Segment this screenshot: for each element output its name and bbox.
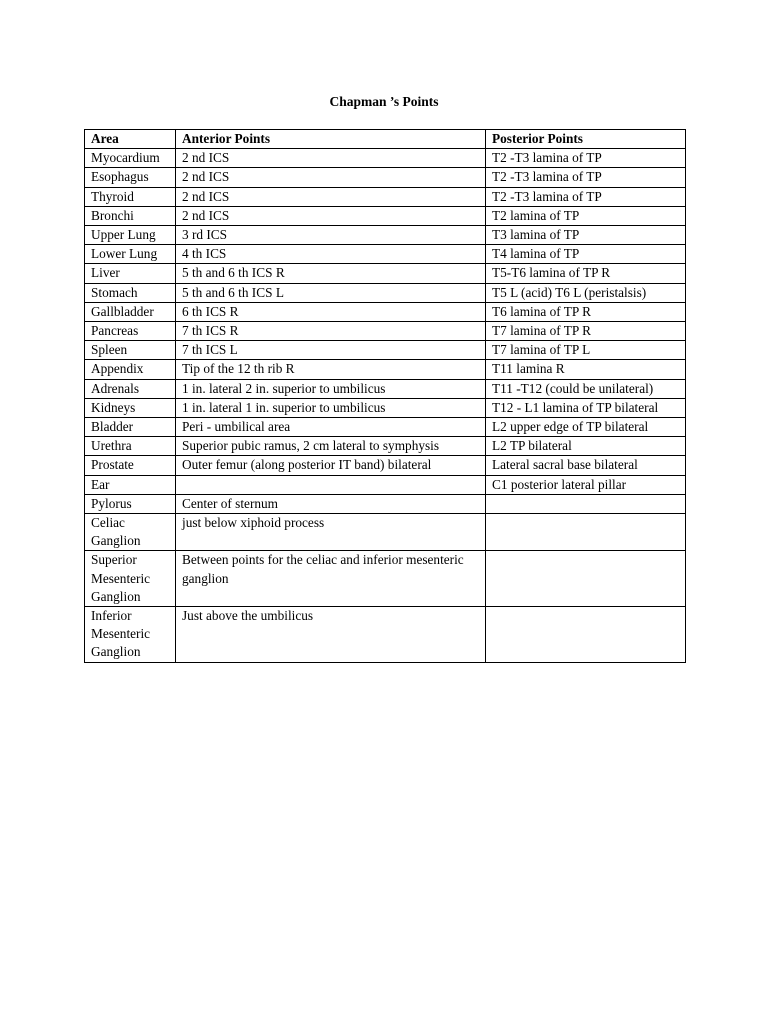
posterior-cell: T5 L (acid) T6 L (peristalsis) xyxy=(486,283,686,302)
area-cell: Superior Mesenteric Ganglion xyxy=(85,551,176,607)
table-row xyxy=(85,607,686,663)
posterior-cell: C1 posterior lateral pillar xyxy=(486,475,686,494)
anterior-cell: 7 th ICS L xyxy=(176,341,486,360)
table-row xyxy=(85,398,686,417)
column-header-anterior: Anterior Points xyxy=(176,130,486,149)
table-row xyxy=(85,302,686,321)
anterior-cell xyxy=(176,475,486,494)
area-cell: Celiac Ganglion xyxy=(85,514,176,551)
posterior-cell xyxy=(486,607,686,663)
table-row xyxy=(85,206,686,225)
area-cell: Bronchi xyxy=(85,206,176,225)
table-header-row xyxy=(85,130,686,149)
table-row xyxy=(85,418,686,437)
posterior-cell: L2 upper edge of TP bilateral xyxy=(486,418,686,437)
posterior-cell: T2 lamina of TP xyxy=(486,206,686,225)
column-header-posterior: Posterior Points xyxy=(486,130,686,149)
area-cell: Bladder xyxy=(85,418,176,437)
posterior-cell: T6 lamina of TP R xyxy=(486,302,686,321)
area-cell: Spleen xyxy=(85,341,176,360)
table-row xyxy=(85,187,686,206)
area-cell: Ear xyxy=(85,475,176,494)
table-row xyxy=(85,551,686,607)
anterior-cell: 6 th ICS R xyxy=(176,302,486,321)
table-row xyxy=(85,149,686,168)
posterior-cell: Lateral sacral base bilateral xyxy=(486,456,686,475)
anterior-cell: Center of sternum xyxy=(176,494,486,513)
area-cell: Myocardium xyxy=(85,149,176,168)
anterior-cell: Superior pubic ramus, 2 cm lateral to symphysis xyxy=(176,437,486,456)
chapman-points-table xyxy=(84,129,686,663)
area-cell: Pancreas xyxy=(85,322,176,341)
posterior-cell: T3 lamina of TP xyxy=(486,226,686,245)
anterior-cell: 5 th and 6 th ICS L xyxy=(176,283,486,302)
table-row xyxy=(85,341,686,360)
table-row xyxy=(85,494,686,513)
area-cell: Liver xyxy=(85,264,176,283)
table-row xyxy=(85,168,686,187)
area-cell: Lower Lung xyxy=(85,245,176,264)
anterior-cell: just below xiphoid process xyxy=(176,514,486,551)
posterior-cell: T7 lamina of TP L xyxy=(486,341,686,360)
table-row xyxy=(85,360,686,379)
area-cell: Pylorus xyxy=(85,494,176,513)
area-cell: Upper Lung xyxy=(85,226,176,245)
area-cell: Inferior Mesenteric Ganglion xyxy=(85,607,176,663)
column-header-area: Area xyxy=(85,130,176,149)
table-row xyxy=(85,264,686,283)
anterior-cell: Peri - umbilical area xyxy=(176,418,486,437)
area-cell: Esophagus xyxy=(85,168,176,187)
posterior-cell xyxy=(486,551,686,607)
posterior-cell xyxy=(486,494,686,513)
anterior-cell: Between points for the celiac and inferior mesenteric ganglion xyxy=(176,551,486,607)
anterior-cell: 2 nd ICS xyxy=(176,149,486,168)
table-row xyxy=(85,475,686,494)
table-row xyxy=(85,245,686,264)
posterior-cell: T12 - L1 lamina of TP bilateral xyxy=(486,398,686,417)
area-cell: Kidneys xyxy=(85,398,176,417)
table-row xyxy=(85,283,686,302)
posterior-cell: T7 lamina of TP R xyxy=(486,322,686,341)
area-cell: Appendix xyxy=(85,360,176,379)
anterior-cell: 7 th ICS R xyxy=(176,322,486,341)
table-row xyxy=(85,456,686,475)
anterior-cell: 1 in. lateral 2 in. superior to umbilicus xyxy=(176,379,486,398)
anterior-cell: 5 th and 6 th ICS R xyxy=(176,264,486,283)
area-cell: Prostate xyxy=(85,456,176,475)
anterior-cell: Just above the umbilicus xyxy=(176,607,486,663)
anterior-cell: 4 th ICS xyxy=(176,245,486,264)
anterior-cell: 3 rd ICS xyxy=(176,226,486,245)
area-cell: Urethra xyxy=(85,437,176,456)
area-cell: Adrenals xyxy=(85,379,176,398)
posterior-cell: T11 lamina R xyxy=(486,360,686,379)
posterior-cell: L2 TP bilateral xyxy=(486,437,686,456)
table-row xyxy=(85,514,686,551)
anterior-cell: 1 in. lateral 1 in. superior to umbilicus xyxy=(176,398,486,417)
table-row xyxy=(85,437,686,456)
anterior-cell: Tip of the 12 th rib R xyxy=(176,360,486,379)
posterior-cell: T2 -T3 lamina of TP xyxy=(486,168,686,187)
table-row xyxy=(85,226,686,245)
posterior-cell: T4 lamina of TP xyxy=(486,245,686,264)
posterior-cell: T11 -T12 (could be unilateral) xyxy=(486,379,686,398)
posterior-cell: T2 -T3 lamina of TP xyxy=(486,187,686,206)
posterior-cell: T5-T6 lamina of TP R xyxy=(486,264,686,283)
area-cell: Stomach xyxy=(85,283,176,302)
area-cell: Thyroid xyxy=(85,187,176,206)
anterior-cell: 2 nd ICS xyxy=(176,206,486,225)
table-row xyxy=(85,379,686,398)
page-title: Chapman ’s Points xyxy=(329,94,439,109)
anterior-cell: Outer femur (along posterior IT band) bilateral xyxy=(176,456,486,475)
area-cell: Gallbladder xyxy=(85,302,176,321)
posterior-cell xyxy=(486,514,686,551)
posterior-cell: T2 -T3 lamina of TP xyxy=(486,149,686,168)
anterior-cell: 2 nd ICS xyxy=(176,187,486,206)
table-row xyxy=(85,322,686,341)
anterior-cell: 2 nd ICS xyxy=(176,168,486,187)
